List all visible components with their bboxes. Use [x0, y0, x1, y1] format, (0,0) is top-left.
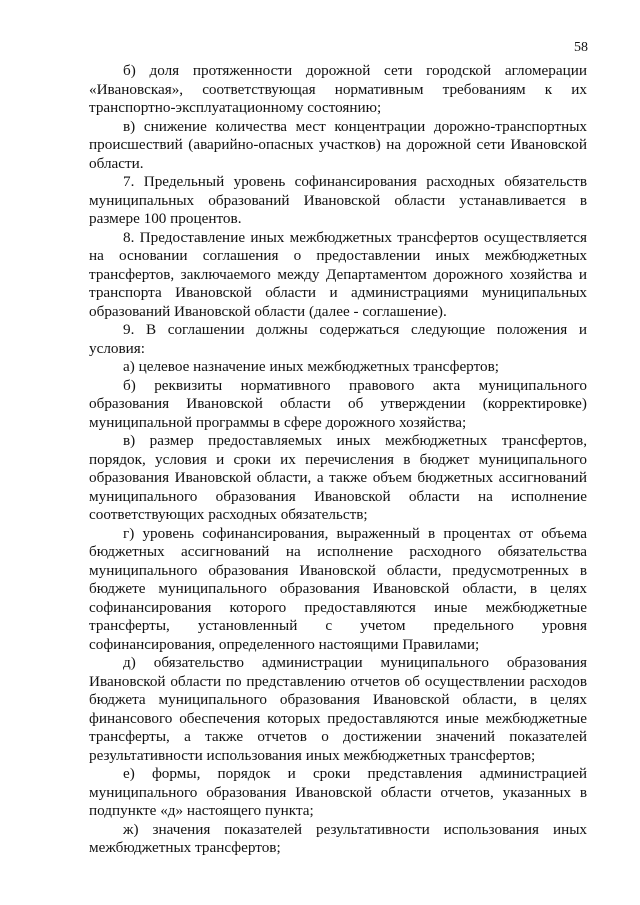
paragraph-8-transfers-agreement: 8. Предоставление иных межбюджетных трансфертов осуществляется на основании соглашения о предоставлении иных межбюджетных трансфертов, заключаемого между Департаментом дорожного хозяйства и транспорта Ивановской области и администрациями муниципальных образований Ивановской области (далее - соглашение).	[89, 228, 587, 320]
paragraph-e-report-forms: е) формы, порядок и сроки представления администрацией муниципального образования Ивановской области отчетов, указанных в подпункте «д» настоящего пункта;	[89, 765, 587, 819]
paragraph-b-legal-act: б) реквизиты нормативного правового акта муниципального образования Ивановской области об утверждении (корректировке) муниципальной программы в сфере дорожного хозяйства;	[89, 376, 587, 431]
paragraph-9-agreement-terms: 9. В соглашении должны содержаться следующие положения и условия:	[89, 321, 587, 357]
paragraph-b-road-share: б) доля протяженности дорожной сети городской агломерации «Ивановская», соответствующая нормативным требованиям к их транспортно-эксплуатационному состоянию;	[89, 62, 587, 116]
paragraph-v-accident-reduction: в) снижение количества мест концентрации дорожно-транспортных происшествий (аварийно-опасных участков) на дорожной сети Ивановской области.	[89, 117, 587, 172]
paragraph-g-cofinancing-level: г) уровень софинансирования, выраженный в процентах от объема бюджетных ассигнований на исполнение расходного обязательства муниципального образования Ивановской области, предусмотренных в бюджете муниципального образования Ивановской области, в целях софинансирования которого предоставляются иные межбюджетные трансферты, установленный с учетом предельного уровня софинансирования, определенного настоящими Правилами;	[89, 524, 587, 653]
paragraph-v-transfer-amount: в) размер предоставляемых иных межбюджетных трансфертов, порядок, условия и сроки их перечисления в бюджет муниципального образования Ивановской области, а также объем бюджетных ассигнований муниципального образования Ивановской области на исполнение соответствующих расходных обязательств;	[89, 432, 587, 523]
page-number: 58	[574, 40, 588, 55]
paragraph-d-reporting-obligation: д) обязательство администрации муниципального образования Ивановской области по представлению отчетов об осуществлении расходов бюджета муниципального образования Ивановской области, в целях финансового обеспечения которых предоставляются иные межбюджетные трансферты, а также отчетов о достижении значений показателей результативности использования иных межбюджетных трансфертов;	[89, 654, 587, 764]
paragraph-a-purpose: а) целевое назначение иных межбюджетных трансфертов;	[123, 358, 499, 375]
paragraph-7-cofinancing-limit: 7. Предельный уровень софинансирования расходных обязательств муниципальных образований Ивановской области устанавливается в размере 100 процентов.	[89, 173, 587, 227]
document-body	[89, 62, 587, 858]
paragraph-zh-indicators: ж) значения показателей результативности использования иных межбюджетных трансфертов;	[89, 820, 587, 856]
